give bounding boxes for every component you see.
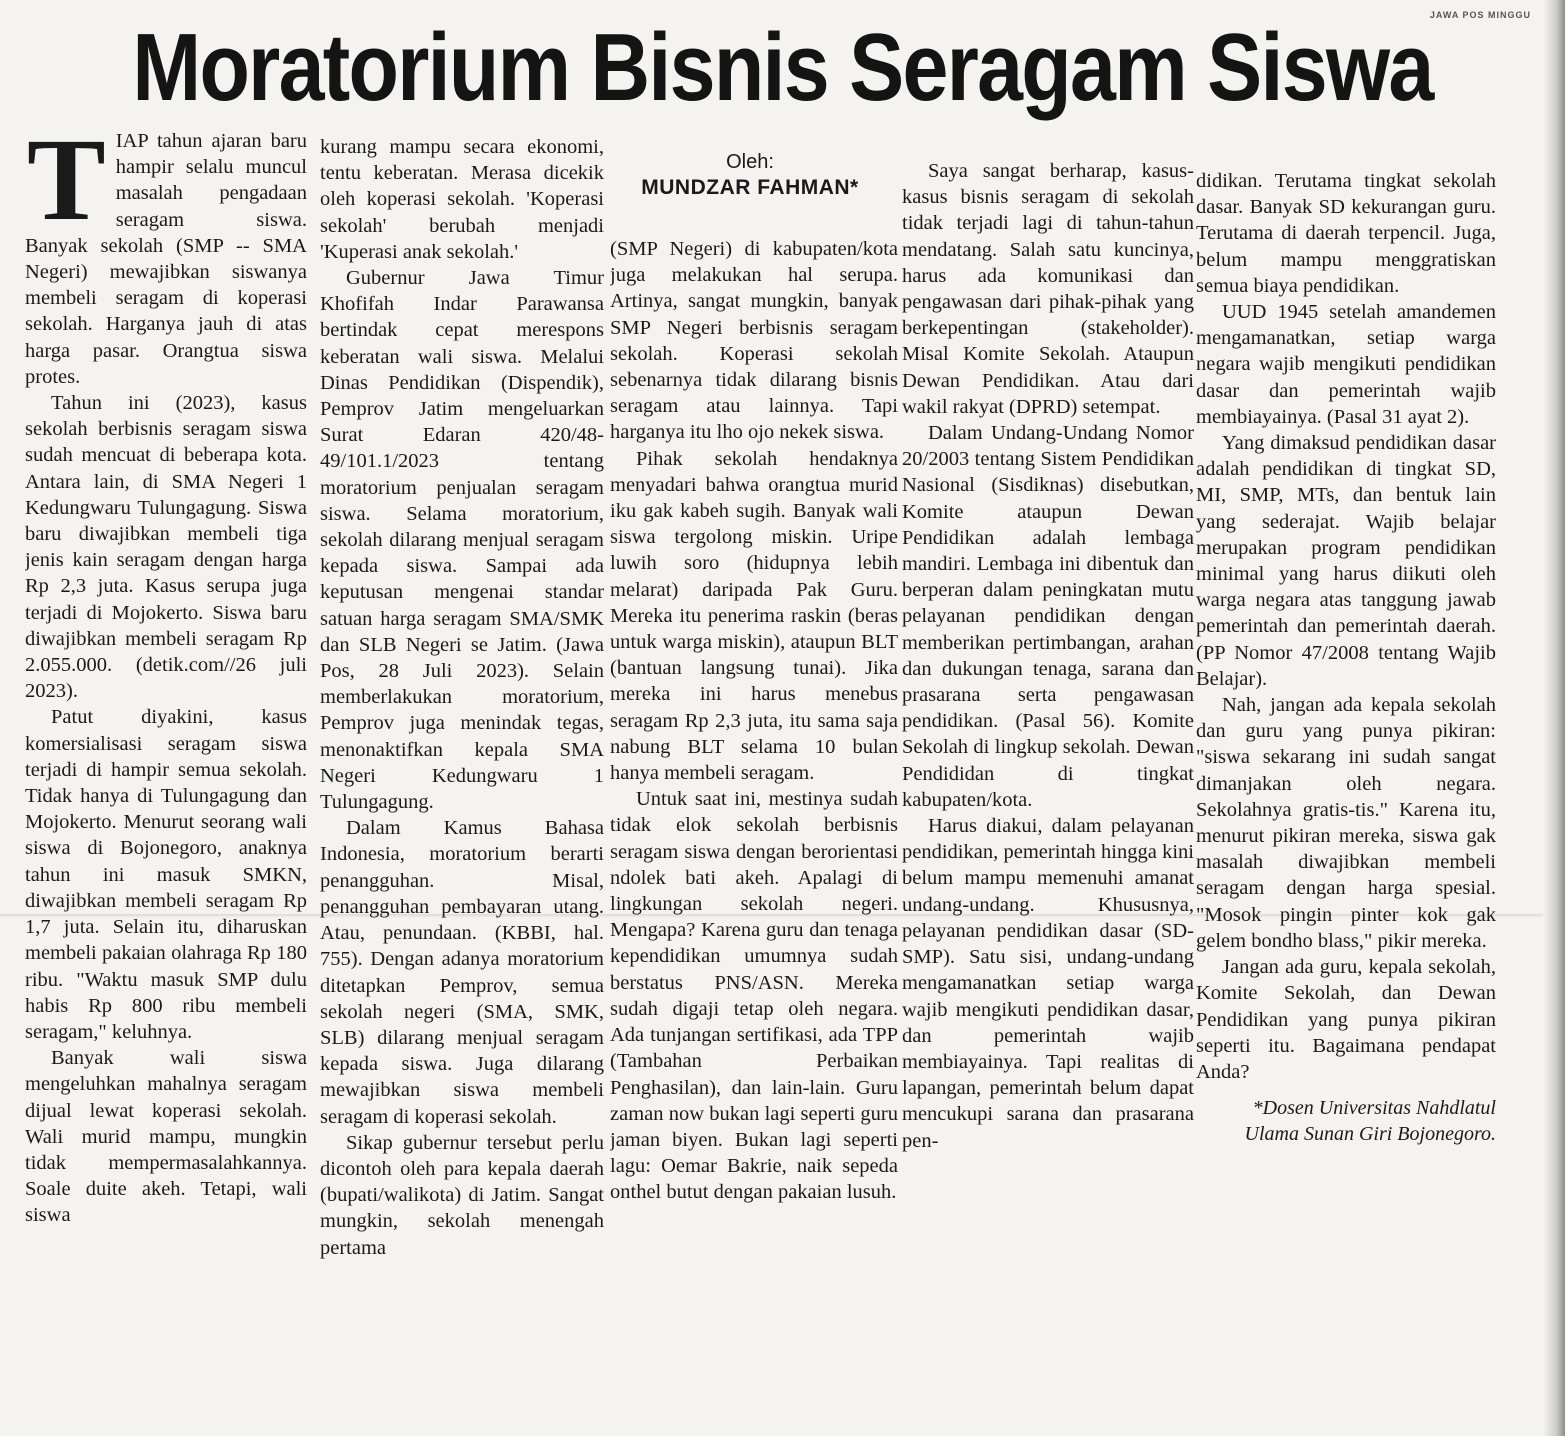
paragraph: Tahun ini (2023), kasus sekolah berbisnis seragam siswa sudah mencuat di beberapa kota. Antara lain, di SMA Negeri 1 Kedungwaru Tulungagung. Siswa baru diwajibkan membeli tiga jenis kain seragam dengan harga Rp 2,3 juta. Kasus serupa juga terjadi di Mojokerto. Siswa baru diwajibkan membeli seragam Rp 2.055.000. (detik.com//26 juli 2023). — [25, 392, 307, 703]
paragraph: Dalam Kamus Bahasa Indonesia, moratorium berarti penangguhan. Misal, penangguhan pembayaran utang. Atau, penundaan. (KBBI, hal. 755). Dengan adanya moratorium ditetapkan Pemprov, semua sekolah negeri (SMA, SMK, SLB) dilarang menjual seragam kepada siswa. Juga dilarang mewajibkan siswa membeli seragam di koperasi sekolah. — [320, 817, 604, 1128]
paragraph: (SMP Negeri) di kabupaten/kota juga melakukan hal serupa. Artinya, sangat mungkin, banyak SMP Negeri berbisnis seragam sekolah. Koperasi sekolah sebenarnya tidak dilarang bisnis seragam atau lainnya. Tapi harganya itu lho ojo nekek siswa. — [610, 238, 898, 444]
paragraph: Gubernur Jawa Timur Khofifah Indar Parawansa bertindak cepat merespons keberatan wali siswa. Melalui Dinas Pendidikan (Dispendik), Pemprov Jatim mengeluarkan Surat Edaran 420/48-49/101.1/2023 tentang moratorium penjualan seragam siswa. Selama moratorium, sekolah dilarang menjual seragam kepada siswa. Sampai ada keputusan mengenai standar satuan harga seragam SMA/SMK dan SLB Negeri se Jatim. (Jawa Pos, 28 Juli 2023). Selain memberlakukan moratorium, Pemprov juga menindak tegas, menonaktifkan kepala SMA Negeri Kedungwaru 1 Tulungagung. — [320, 267, 604, 814]
paragraph: Nah, jangan ada kepala sekolah dan guru yang punya pikiran: "siswa sekarang ini sudah sangat dimanjakan oleh negara. Sekolahnya gratis-tis." Karena itu, menurut pikiran mereka, siswa gak masalah diwajibkan membeli seragam dengan harga spesial. "Mosok pingin pinter kok gak gelem bondho blass," pikir mereka. — [1196, 694, 1496, 952]
paragraph: Pihak sekolah hendaknya menyadari bahwa orangtua murid iku gak kabeh sugih. Banyak wali siswa tergolong miskin. Uripe luwih soro (hidupnya lebih melarat) daripada Pak Guru. Mereka itu penerima raskin (beras untuk warga miskin), ataupun BLT (bantuan langsung tunai). Jika mereka ini harus menebus seragam Rp 2,3 juta, itu sama saja nabung BLT selama 10 bulan hanya membeli seragam. — [610, 447, 898, 785]
article-column-2 — [320, 134, 604, 1414]
paragraph: Yang dimaksud pendidikan dasar adalah pendidikan di tingkat SD, MI, SMP, MTs, dan bentuk lain yang sederajat. Wajib belajar merupakan program pendidikan minimal yang harus diikuti oleh warga negara atas tanggung jawab pemerintah dan pemerintah daerah. (PP Nomor 47/2008 tentang Wajib Belajar). — [1196, 432, 1496, 690]
author-name: MUNDZAR FAHMAN* — [641, 176, 859, 199]
paragraph: Patut diyakini, kasus komersialisasi seragam siswa terjadi di hampir semua sekolah. Tidak hanya di Tulungagung dan Mojokerto. Menurut seorang wali siswa di Bojonegoro, anaknya tahun ini masuk SMKN, diwajibkan membeli seragam Rp 1,7 juta. Selain itu, diharuskan membeli pakaian olahraga Rp 180 ribu. "Waktu masuk SMP dulu habis Rp 800 ribu membeli seragam," keluhnya. — [25, 706, 307, 1043]
headline: Moratorium Bisnis Seragam Siswa — [132, 14, 1433, 121]
drop-cap: T — [27, 128, 106, 245]
article-column-5 — [1196, 168, 1496, 1414]
paragraph: Banyak wali siswa mengeluhkan mahalnya seragam dijual lewat koperasi sekolah. Wali murid mampu, mungkin tidak mempermasalahkannya. Soale duite akeh. Tetapi, wali siswa — [25, 1047, 307, 1227]
paragraph: IAP tahun ajaran baru hampir selalu muncul masalah pengadaan seragam siswa. Banyak sekolah (SMP -- SMA Negeri) mewajibkan siswanya membeli seragam di koperasi sekolah. Harganya jauh di atas harga pasar. Orangtua siswa protes. — [25, 130, 307, 388]
byline-label: Oleh: — [726, 151, 774, 173]
paragraph: Jangan ada guru, kepala sekolah, Komite Sekolah, dan Dewan Pendidikan yang punya pikiran seperti itu. Bagaimana pendapat Anda? — [1196, 956, 1496, 1083]
paragraph: Untuk saat ini, mestinya sudah tidak elok sekolah berbisnis seragam siswa dengan berorientasi ndolek bati akeh. Apalagi di lingkungan sekolah negeri. Mengapa? Karena guru dan tenaga kependidikan umumnya sudah berstatus PNS/ASN. Mereka sudah digaji tetap oleh negara. Ada tunjangan sertifikasi, ada TPP (Tambahan Perbaikan Penghasilan), dan lain-lain. Guru zaman now bukan lagi seperti guru jaman biyen. Bukan lagi seperti lagu: Oemar Bakrie, naik sepeda onthel butut dengan pakaian lusuh. — [610, 788, 898, 1204]
article-column-1 — [25, 128, 307, 1414]
byline — [600, 150, 900, 202]
article-column-4 — [902, 158, 1194, 1414]
author-affiliation: *Dosen Universitas Nahdlatul Ulama Sunan Giri Bojonegoro. — [1244, 1097, 1496, 1146]
paragraph: didikan. Terutama tingkat sekolah dasar. Banyak SD kekurangan guru. Terutama di daerah terpencil. Juga, belum mampu menggratiskan semua biaya pendidikan. — [1196, 170, 1496, 297]
article-column-3 — [610, 236, 898, 1414]
paragraph: Dalam Undang-Undang Nomor 20/2003 tentang Sistem Pendidikan Nasional (Sisdiknas) disebutkan, Komite ataupun Dewan Pendidikan adalah lembaga mandiri. Lembaga ini dibentuk dan berperan dalam peningkatan mutu pelayanan pendidikan dengan memberikan pertimbangan, arahan dan dukungan tenaga, sarana dan prasarana serta pengawasan pendidikan. (Pasal 56). Komite Sekolah di lingkup sekolah. Dewan Pendididan di tingkat kabupaten/kota. — [902, 422, 1194, 811]
paragraph: Harus diakui, dalam pelayanan pendidikan, pemerintah hingga kini belum mampu memenuhi amanat undang-undang. Khususnya, pelayanan pendidikan dasar (SD-SMP). Satu sisi, undang-undang mengamanatkan setiap warga wajib mengikuti pendidikan dasar, dan pemerintah wajib membiayainya. Tapi realitas di lapangan, pemerintah belum dapat mencukupi sarana dan prasarana pen- — [902, 815, 1194, 1152]
paragraph: kurang mampu secara ekonomi, tentu keberatan. Merasa dicekik oleh koperasi sekolah. 'Koperasi sekolah' berubah menjadi 'Kuperasi anak sekolah.' — [320, 136, 604, 263]
paragraph: Saya sangat berharap, kasus-kasus bisnis seragam di sekolah tidak terjadi lagi di tahun-tahun mendatang. Salah satu kuncinya, harus ada komunikasi dan pengawasan dari pihak-pihak yang berkepentingan (stakeholder). Misal Komite Sekolah. Ataupun Dewan Pendidikan. Atau dari wakil rakyat (DPRD) setempat. — [902, 160, 1194, 418]
corner-tag: JAWA POS MINGGU — [1429, 10, 1531, 20]
paragraph: UUD 1945 setelah amandemen mengamanatkan, setiap warga negara wajib mengikuti pendidikan dasar dan pemerintah wajib membiayainya. (Pasal 31 ayat 2). — [1196, 301, 1496, 428]
paper-edge-shadow — [1543, 0, 1565, 1436]
paragraph: Sikap gubernur tersebut perlu dicontoh oleh para kepala daerah (bupati/walikota) di Jatim. Sangat mungkin, sekolah menengah pertama — [320, 1131, 604, 1259]
